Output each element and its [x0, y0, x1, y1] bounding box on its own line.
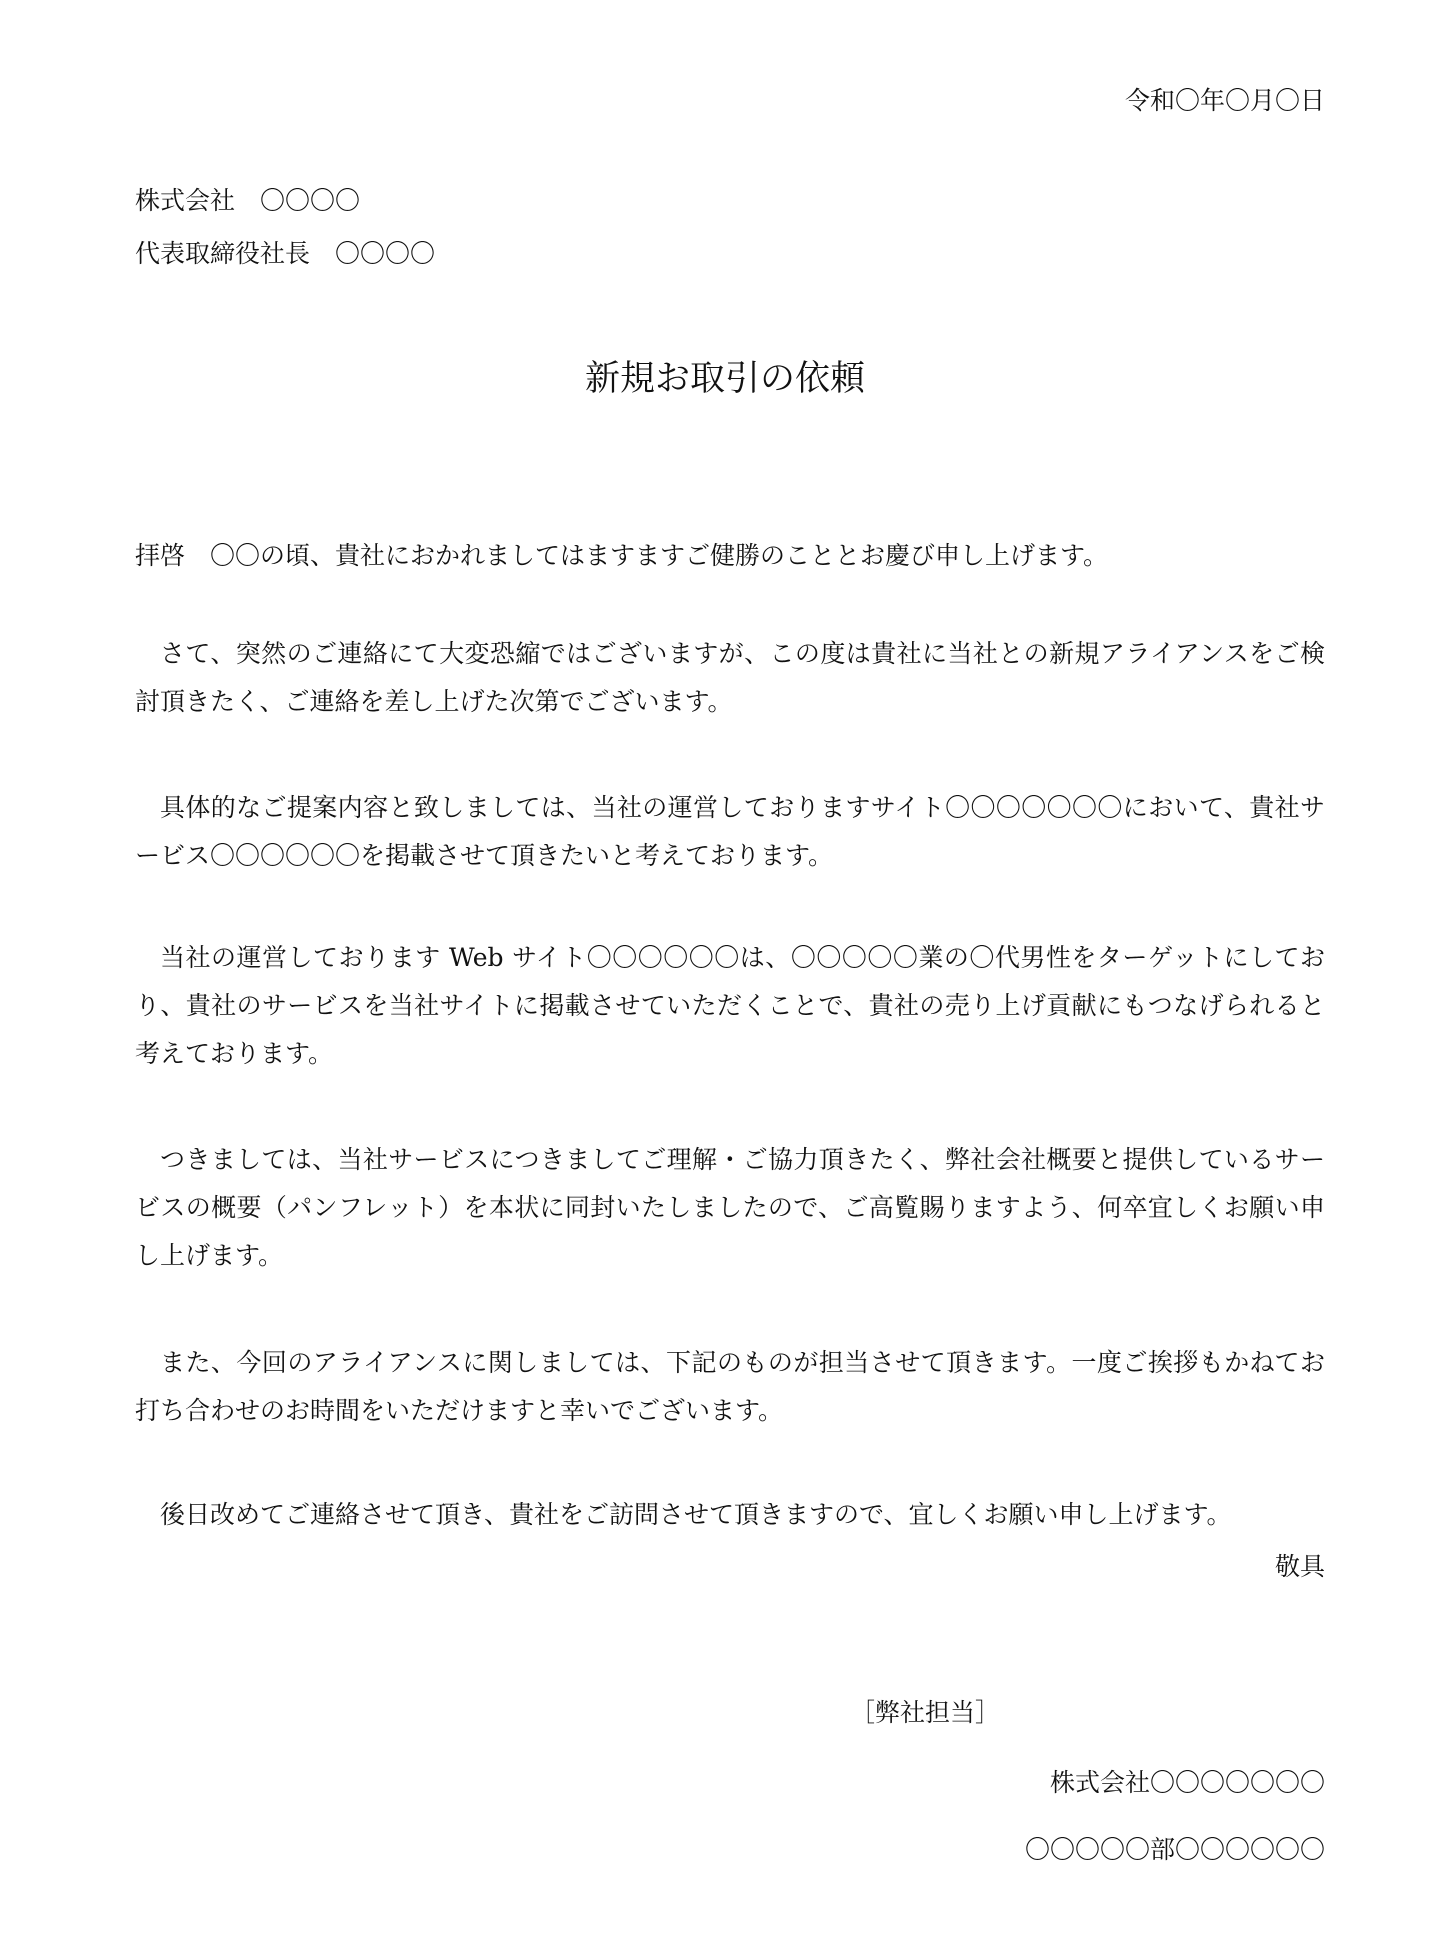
recipient-company: 株式会社 〇〇〇〇 [135, 186, 361, 215]
body-paragraph-5: また、今回のアライアンスに関しましては、下記のものが担当させて頂きます。一度ご挨拶もかねてお打ち合わせのお時間をいただけますと幸いでございます。 [135, 1348, 1325, 1425]
letter-date: 令和〇年〇月〇日 [1124, 86, 1325, 115]
body-paragraph-4: つきましては、当社サービスにつきましてご理解・ご協力頂きたく、弊社会社概要と提供しているサービスの概要（パンフレット）を本状に同封いたしましたので、ご高覧賜りますよう、何卒宜しくお願い申し上げます。 [135, 1145, 1325, 1270]
body-paragraph-2: 具体的なご提案内容と致しましては、当社の運営しておりますサイト〇〇〇〇〇〇〇において、貴社サービス〇〇〇〇〇〇を掲載させて頂きたいと考えております。 [135, 793, 1325, 870]
contact-company: 株式会社〇〇〇〇〇〇〇 [1049, 1768, 1325, 1797]
body-paragraph-3: 当社の運営しております Web サイト〇〇〇〇〇〇は、〇〇〇〇〇業の〇代男性をターゲットにしており、貴社のサービスを当社サイトに掲載させていただくことで、貴社の売り上げ貢献にもつなげられると考えております。 [135, 943, 1325, 1068]
greeting-paragraph: 拝啓 〇〇の頃、貴社におかれましてはますますご健勝のこととお慶び申し上げます。 [135, 541, 1109, 570]
body-paragraph-1: さて、突然のご連絡にて大変恐縮ではございますが、この度は貴社に当社との新規アライアンスをご検討頂きたく、ご連絡を差し上げた次第でございます。 [135, 639, 1325, 716]
closing-text: 敬具 [1274, 1552, 1325, 1581]
letter-title: 新規お取引の依頼 [584, 359, 865, 399]
recipient-representative: 代表取締役社長 〇〇〇〇 [135, 239, 436, 268]
contact-person: 〇〇〇〇〇部〇〇〇〇〇〇 [1024, 1835, 1325, 1864]
body-paragraph-6: 後日改めてご連絡させて頂き、貴社をご訪問させて頂きますので、宜しくお願い申し上げます。 [160, 1500, 1232, 1529]
contact-heading: ［弊社担当］ [850, 1698, 1001, 1727]
